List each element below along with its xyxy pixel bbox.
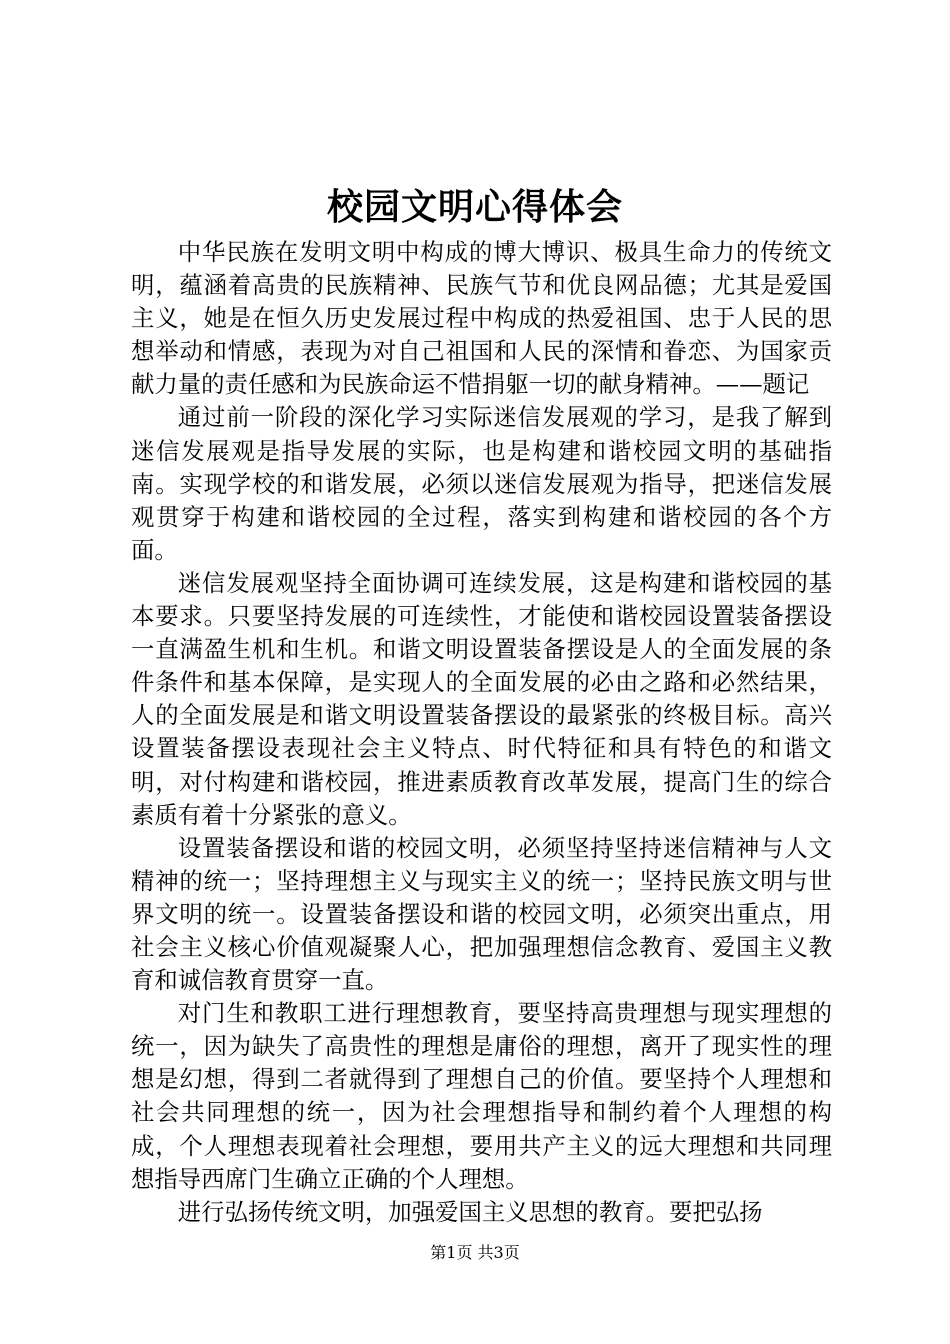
page-number-footer: 第1页 共3页 bbox=[430, 1243, 520, 1262]
paragraph-epigraph: 中华民族在发明文明中构成的博大博识、极具生命力的传统文明，蕴涵着高贵的民族精神、民族气节和优良网品德；尤其是爱国主义，她是在恒久历史发展过程中构成的热爱祖国、忠于人民的思想举动和情感，表现为对自己祖国和人民的深情和眷恋、为国家贡献力量的责任感和为民族命运不惜捐躯一切的献身精神。——题记 bbox=[131, 238, 832, 399]
document-body bbox=[131, 236, 832, 1229]
paragraph-3: 迷信发展观坚持全面协调可连续发展，这是构建和谐校园的基本要求。只要坚持发展的可连续性，才能使和谐校园设置装备摆设一直满盈生机和生机。和谐文明设置装备摆设是人的全面发展的条件条件和基本保障，是实现人的全面发展的必由之路和必然结果，人的全面发展是和谐文明设置装备摆设的最紧张的终极目标。高兴设置装备摆设表现社会主义特点、时代特征和具有特色的和谐文明，对付构建和谐校园，推进素质教育改革发展，提高门生的综合素质有着十分紧张的意义。 bbox=[131, 568, 832, 829]
document-title: 校园文明心得体会 bbox=[326, 186, 623, 228]
paragraph-2: 通过前一阶段的深化学习实际迷信发展观的学习，是我了解到迷信发展观是指导发展的实际，也是构建和谐校园文明的基础指南。实现学校的和谐发展，必须以迷信发展观为指导，把迷信发展观贯穿于构建和谐校园的全过程，落实到构建和谐校园的各个方面。 bbox=[131, 403, 832, 564]
paragraph-6: 进行弘扬传统文明，加强爱国主义思想的教育。要把弘扬 bbox=[177, 1197, 763, 1226]
paragraph-4: 设置装备摆设和谐的校园文明，必须坚持坚持迷信精神与人文精神的统一；坚持理想主义与现实主义的统一；坚持民族文明与世界文明的统一。设置装备摆设和谐的校园文明，必须突出重点，用社会主义核心价值观凝聚人心，把加强理想信念教育、爱国主义教育和诚信教育贯穿一直。 bbox=[131, 833, 832, 995]
paragraph-5: 对门生和教职工进行理想教育，要坚持高贵理想与现实理想的统一，因为缺失了高贵性的理想是庸俗的理想，离开了现实性的理想是幻想，得到二者就得到了理想自己的价值。要坚持个人理想和社会共同理想的统一，因为社会理想指导和制约着个人理想的构成，个人理想表现着社会理想，要用共产主义的远大理想和共同理想指导西席门生确立正确的个人理想。 bbox=[131, 999, 832, 1193]
